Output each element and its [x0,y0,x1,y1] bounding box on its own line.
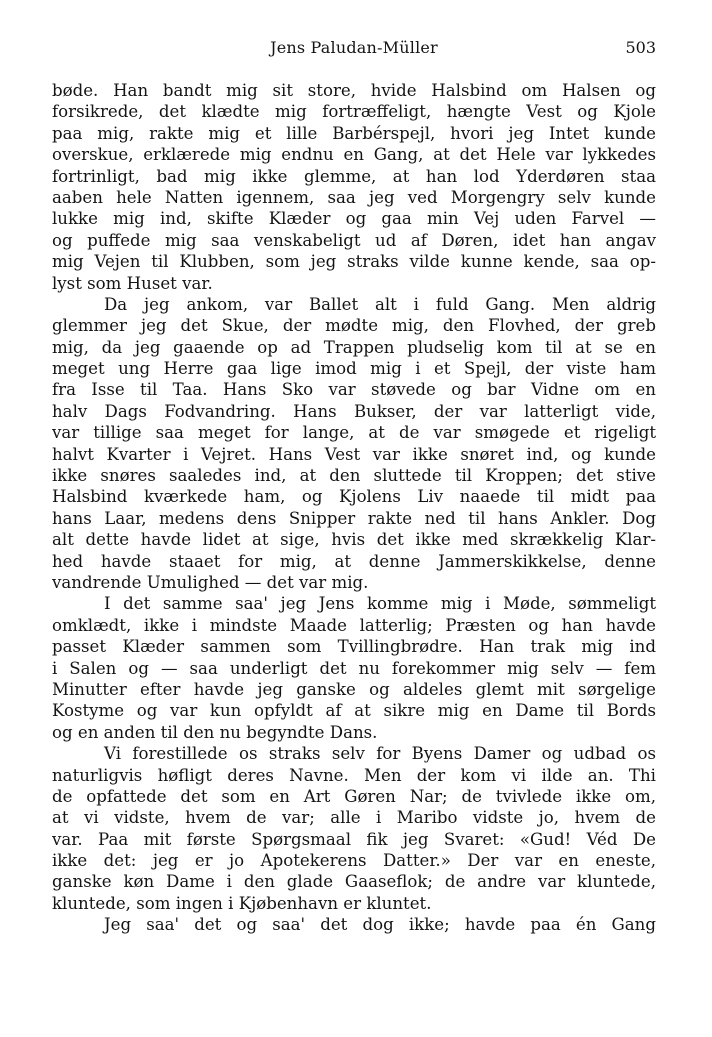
page-number: 503 [625,38,656,57]
text-line: glemmer jeg det Skue, der mødte mig, den Flovhed, der greb [52,316,656,336]
text-line: vandrende Umulighed — det var mig. [52,572,369,592]
text-line: Jeg saa' det og saa' det dog ikke; havde paa én Gang [104,915,656,935]
text-line: passet Klæder sammen som Tvillingbrødre. Han trak mig ind [52,637,656,657]
body-text [52,80,656,936]
text-line: fortrinligt, bad mig ikke glemme, at han lod Yderdøren staa [52,166,656,186]
running-title: Jens Paludan-Müller [270,38,438,57]
text-line: lukke mig ind, skifte Klæder og gaa min Vej uden Farvel — [52,209,656,229]
text-line: og puffede mig saa venskabeligt ud af Døren, idet han angav [52,230,656,250]
text-line: ikke det: jeg er jo Apotekerens Datter.» Der var en eneste, [52,851,656,871]
text-line: bøde. Han bandt mig sit store, hvide Halsbind om Halsen og [52,81,656,100]
text-line: Vi forestillede os straks selv for Byens Damer og udbad os [104,744,656,764]
text-line: alt dette havde lidet at sige, hvis det ikke med skrækkelig Klar- [52,530,656,550]
text-line: halvt Kvarter i Vejret. Hans Vest var ikke snøret ind, og kunde [52,444,656,464]
text-line: var. Paa mit første Spørgsmaal fik jeg Svaret: «Gud! Véd De [52,829,656,849]
text-line: Da jeg ankom, var Ballet alt i fuld Gang. Men aldrig [104,294,656,314]
text-line: forsikrede, det klædte mig fortræffeligt, hængte Vest og Kjole [52,102,656,122]
text-line: overskue, erklærede mig endnu en Gang, at det Hele var lykkedes [52,145,656,165]
text-line: fra Isse til Taa. Hans Sko var støvede og bar Vidne om en [52,380,656,400]
text-line: i Salen og — saa underligt det nu forekommer mig selv — fem [52,658,656,678]
text-line: de opfattede det som en Art Gøren Nar; de tvivlede ikke om, [52,786,656,806]
text-line: paa mig, rakte mig et lille Barbérspejl, hvori jeg Intet kunde [52,123,656,143]
text-line: og en anden til den nu begyndte Dans. [52,722,378,742]
text-line: hans Laar, medens dens Snipper rakte ned til hans Ankler. Dog [52,508,656,528]
text-line: aaben hele Natten igennem, saa jeg ved Morgengry selv kunde [52,187,656,207]
text-line: Halsbind kværkede ham, og Kjolens Liv naaede til midt paa [52,487,656,507]
text-line: omklædt, ikke i mindste Maade latterlig; Præsten og han havde [52,615,656,635]
text-line: naturligvis høfligt deres Navne. Men der kom vi ilde an. Thi [52,765,656,785]
text-line: mig, da jeg gaaende op ad Trappen pludselig kom til at se en [52,337,656,357]
text-line: halv Dags Fodvandring. Hans Bukser, der var latterligt vide, [52,401,656,421]
text-line: I det samme saa' jeg Jens komme mig i Møde, sømmeligt [104,594,656,614]
text-line: mig Vejen til Klubben, som jeg straks vilde kunne kende, saa op- [52,252,656,272]
text-line: kluntede, som ingen i Kjøbenhavn er kluntet. [52,893,432,913]
text-line: Kostyme og var kun opfyldt af at sikre mig en Dame til Bords [52,701,656,721]
text-line: var tillige saa meget for lange, at de var smøgede et rigeligt [52,423,656,443]
text-line: Minutter efter havde jeg ganske og aldeles glemt mit sørgelige [52,679,656,699]
text-line: hed havde staaet for mig, at denne Jammerskikkelse, denne [52,551,656,571]
text-line: ganske køn Dame i den glade Gaaseflok; de andre var kluntede, [52,872,656,892]
text-line: lyst som Huset var. [52,273,213,293]
text-line: ikke snøres saaledes ind, at den sluttede til Kroppen; det stive [52,466,656,486]
running-header [52,36,656,60]
text-line: at vi vidste, hvem de var; alle i Maribo vidste jo, hvem de [52,808,656,828]
text-line: meget ung Herre gaa lige imod mig i et Spejl, der viste ham [52,359,656,379]
